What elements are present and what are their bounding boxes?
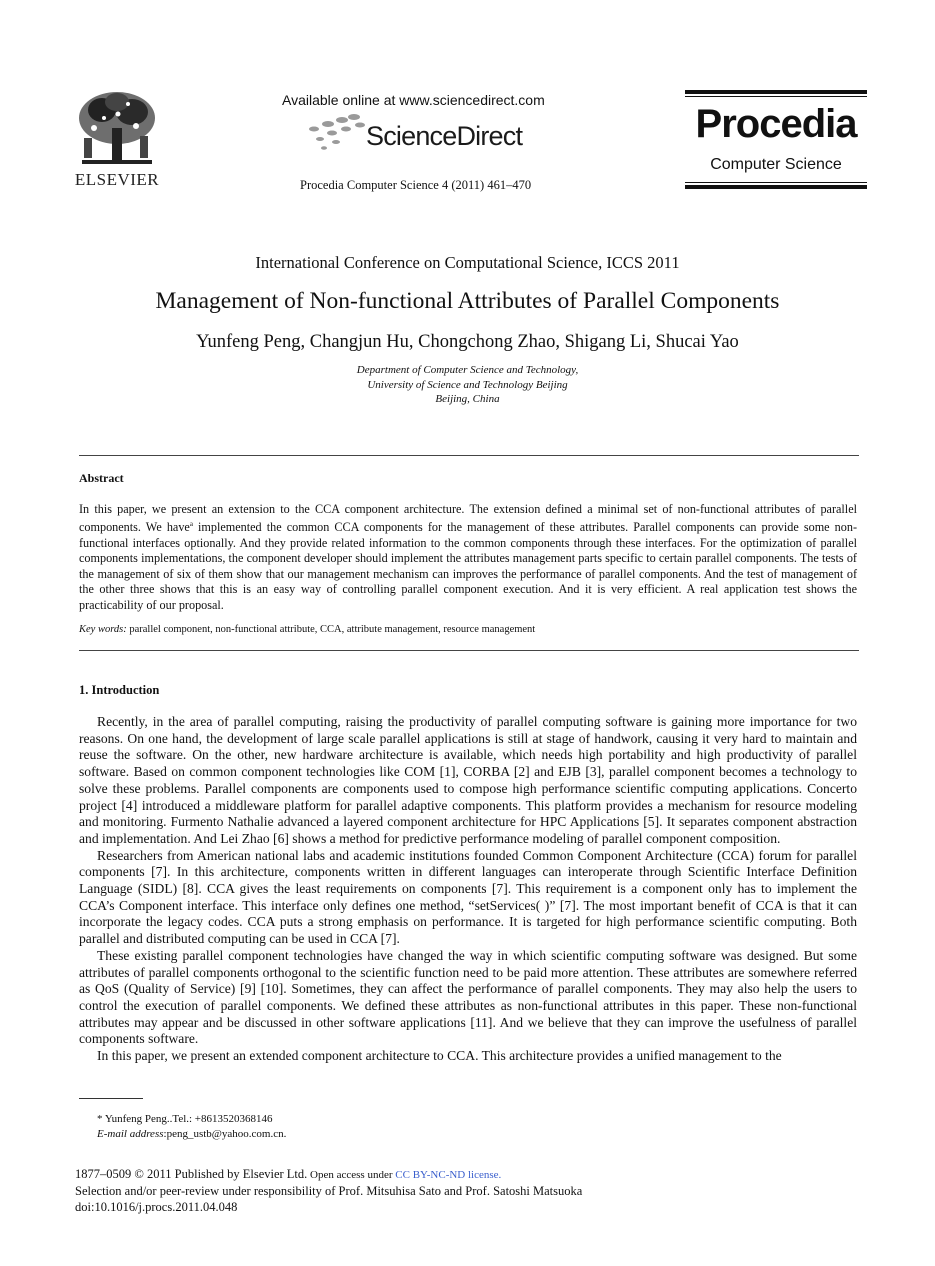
email-address[interactable]: :peng_ustb@yahoo.com.cn. bbox=[163, 1128, 287, 1140]
procedia-subtitle: Computer Science bbox=[710, 156, 842, 173]
introduction-body bbox=[79, 714, 857, 1065]
journal-reference: Procedia Computer Science 4 (2011) 461–470 bbox=[300, 178, 532, 192]
abstract-text-part: In this paper, we present an extension to the CCA component architecture. The extension defined a minimal set of non-functional attributes of parallel components. We have bbox=[79, 502, 857, 535]
license-link[interactable]: CC BY-NC-ND license. bbox=[395, 1169, 502, 1181]
footer-review-line: Selection and/or peer-review under responsibility of Prof. Mitsuhisa Sato and Prof. Satoshi Matsuoka bbox=[75, 1184, 583, 1198]
open-access-text: Open access under bbox=[307, 1169, 396, 1181]
procedia-top-rule bbox=[685, 90, 867, 94]
abstract-text bbox=[79, 502, 857, 613]
paper-title: Management of Non-functional Attributes of Parallel Components bbox=[155, 288, 780, 314]
keywords-label: Key words: bbox=[79, 624, 127, 635]
copyright-text: 1877–0509 © 2011 Published by Elsevier Ltd. bbox=[75, 1167, 308, 1181]
abstract-heading: Abstract bbox=[79, 471, 124, 485]
author-list: Yunfeng Peng, Changjun Hu, Chongchong Zhao, Shigang Li, Shucai Yao bbox=[196, 332, 739, 352]
footnote-email bbox=[97, 1128, 286, 1140]
keywords-list: parallel component, non-functional attribute, CCA, attribute management, resource management bbox=[126, 624, 536, 635]
email-label: E-mail address bbox=[97, 1128, 164, 1140]
paragraph: Recently, in the area of parallel computing, raising the productivity of parallel computing software is gaining more importance for two reasons. On one hand, the development of large scale parallel applications is still at stage of handwork, causing it very hard to maintain and reuse the software. On the other, new hardware architecture is available, which needs high portability and high productivity of parallel software. Based on common component technologies like COM [1], CORBA [2] and EJB [3], parallel component becomes a technology to solve these problems. Parallel components are components used to compose high performance scientific computing applications. Concerto project [4] introduced a middleware platform for parallel adaptive components. This platform provides a mechanism for resource modeling and monitoring. Furmento Nathalie advanced a layered component architecture for HPC Applications [5]. It separates component abstraction and implementation. And Lei Zhao [6] shows a method for predictive performance modeling of parallel component composition. bbox=[79, 714, 857, 846]
abstract-superscript: a bbox=[189, 520, 193, 529]
affiliation-line: Beijing, China bbox=[435, 393, 500, 405]
procedia-bottom-thin-rule bbox=[685, 182, 867, 183]
affiliation-line: University of Science and Technology Beijing bbox=[367, 379, 568, 391]
sciencedirect-wordmark: ScienceDirect bbox=[366, 121, 523, 151]
elsevier-tree-icon bbox=[74, 88, 160, 168]
procedia-bottom-rule bbox=[685, 185, 867, 189]
footer-copyright-line bbox=[75, 1167, 501, 1182]
sciencedirect-dots-icon bbox=[306, 112, 368, 152]
footer-doi[interactable]: doi:10.1016/j.procs.2011.04.048 bbox=[75, 1200, 238, 1214]
elsevier-logo bbox=[70, 88, 164, 192]
footnote-rule bbox=[79, 1098, 143, 1099]
available-online-text[interactable]: Available online at www.sciencedirect.com bbox=[282, 92, 545, 108]
procedia-title: Procedia bbox=[695, 102, 857, 146]
procedia-logo bbox=[685, 90, 867, 190]
paragraph: Researchers from American national labs and academic institutions founded Common Component Architecture (CCA) forum for parallel components [7]. In this architecture, components written in different languages can interoperate through Scientific Interface Definition Language (SIDL) [8]. CCA gives the least requirements on components [7]. This requirement is a component only has to implement the CCA’s Component interface. This interface only defines one method, “setServices( )” [7]. The most important benefit of CCA is that it can incorporate the legacy codes. CCA puts a strong emphasis on performance. It is targeted for high performance scientific computing. Both parallel and distributed computing can be used in CCA [7]. bbox=[79, 847, 857, 947]
section-heading-introduction: 1. Introduction bbox=[79, 683, 160, 697]
procedia-top-thin-rule bbox=[685, 96, 867, 97]
paragraph: These existing parallel component technologies have changed the way in which scientific computing software was designed. But some attributes of parallel components orthogonal to the scientific function need to be paid more attention. These attributes are somewhere referred as QoS (Quality of Service) [9] [10]. Sometimes, they can affect the performance of parallel components. They may also help the users to control the execution of parallel components. We defined these attributes as non-functional attributes in this paper. These non-functional attributes may appear and be discussed in other software applications [11]. And we believe that they can improve the usefulness of parallel components software. bbox=[79, 947, 857, 1047]
divider bbox=[79, 455, 859, 456]
footnote-corresponding-author: * Yunfeng Peng..Tel.: +8613520368146 bbox=[97, 1113, 273, 1125]
elsevier-wordmark: ELSEVIER bbox=[74, 170, 160, 189]
paragraph: In this paper, we present an extended component architecture to CCA. This architecture provides a unified management to the bbox=[97, 1048, 782, 1064]
abstract-text-part: implemented the common CCA components for the management of these attributes. Parallel components can provide some non-functional interfaces optionally. And they provide related information to the common components through these interfaces. For the optimization of parallel components implementations, the component developer should implement the attributes management parts specific to certain parallel components. The tests of the management of six of them show that our management mechanism can improves the performance of parallel components. And the test of management of the other three shows that this is an easy way of controlling parallel component execution. And it is very efficient. A real application test shows the practicability of our proposal. bbox=[79, 520, 857, 612]
divider bbox=[79, 650, 859, 651]
conference-name: International Conference on Computational Science, ICCS 2011 bbox=[255, 253, 680, 272]
keywords bbox=[79, 624, 857, 635]
affiliation-line: Department of Computer Science and Technology, bbox=[356, 364, 579, 376]
